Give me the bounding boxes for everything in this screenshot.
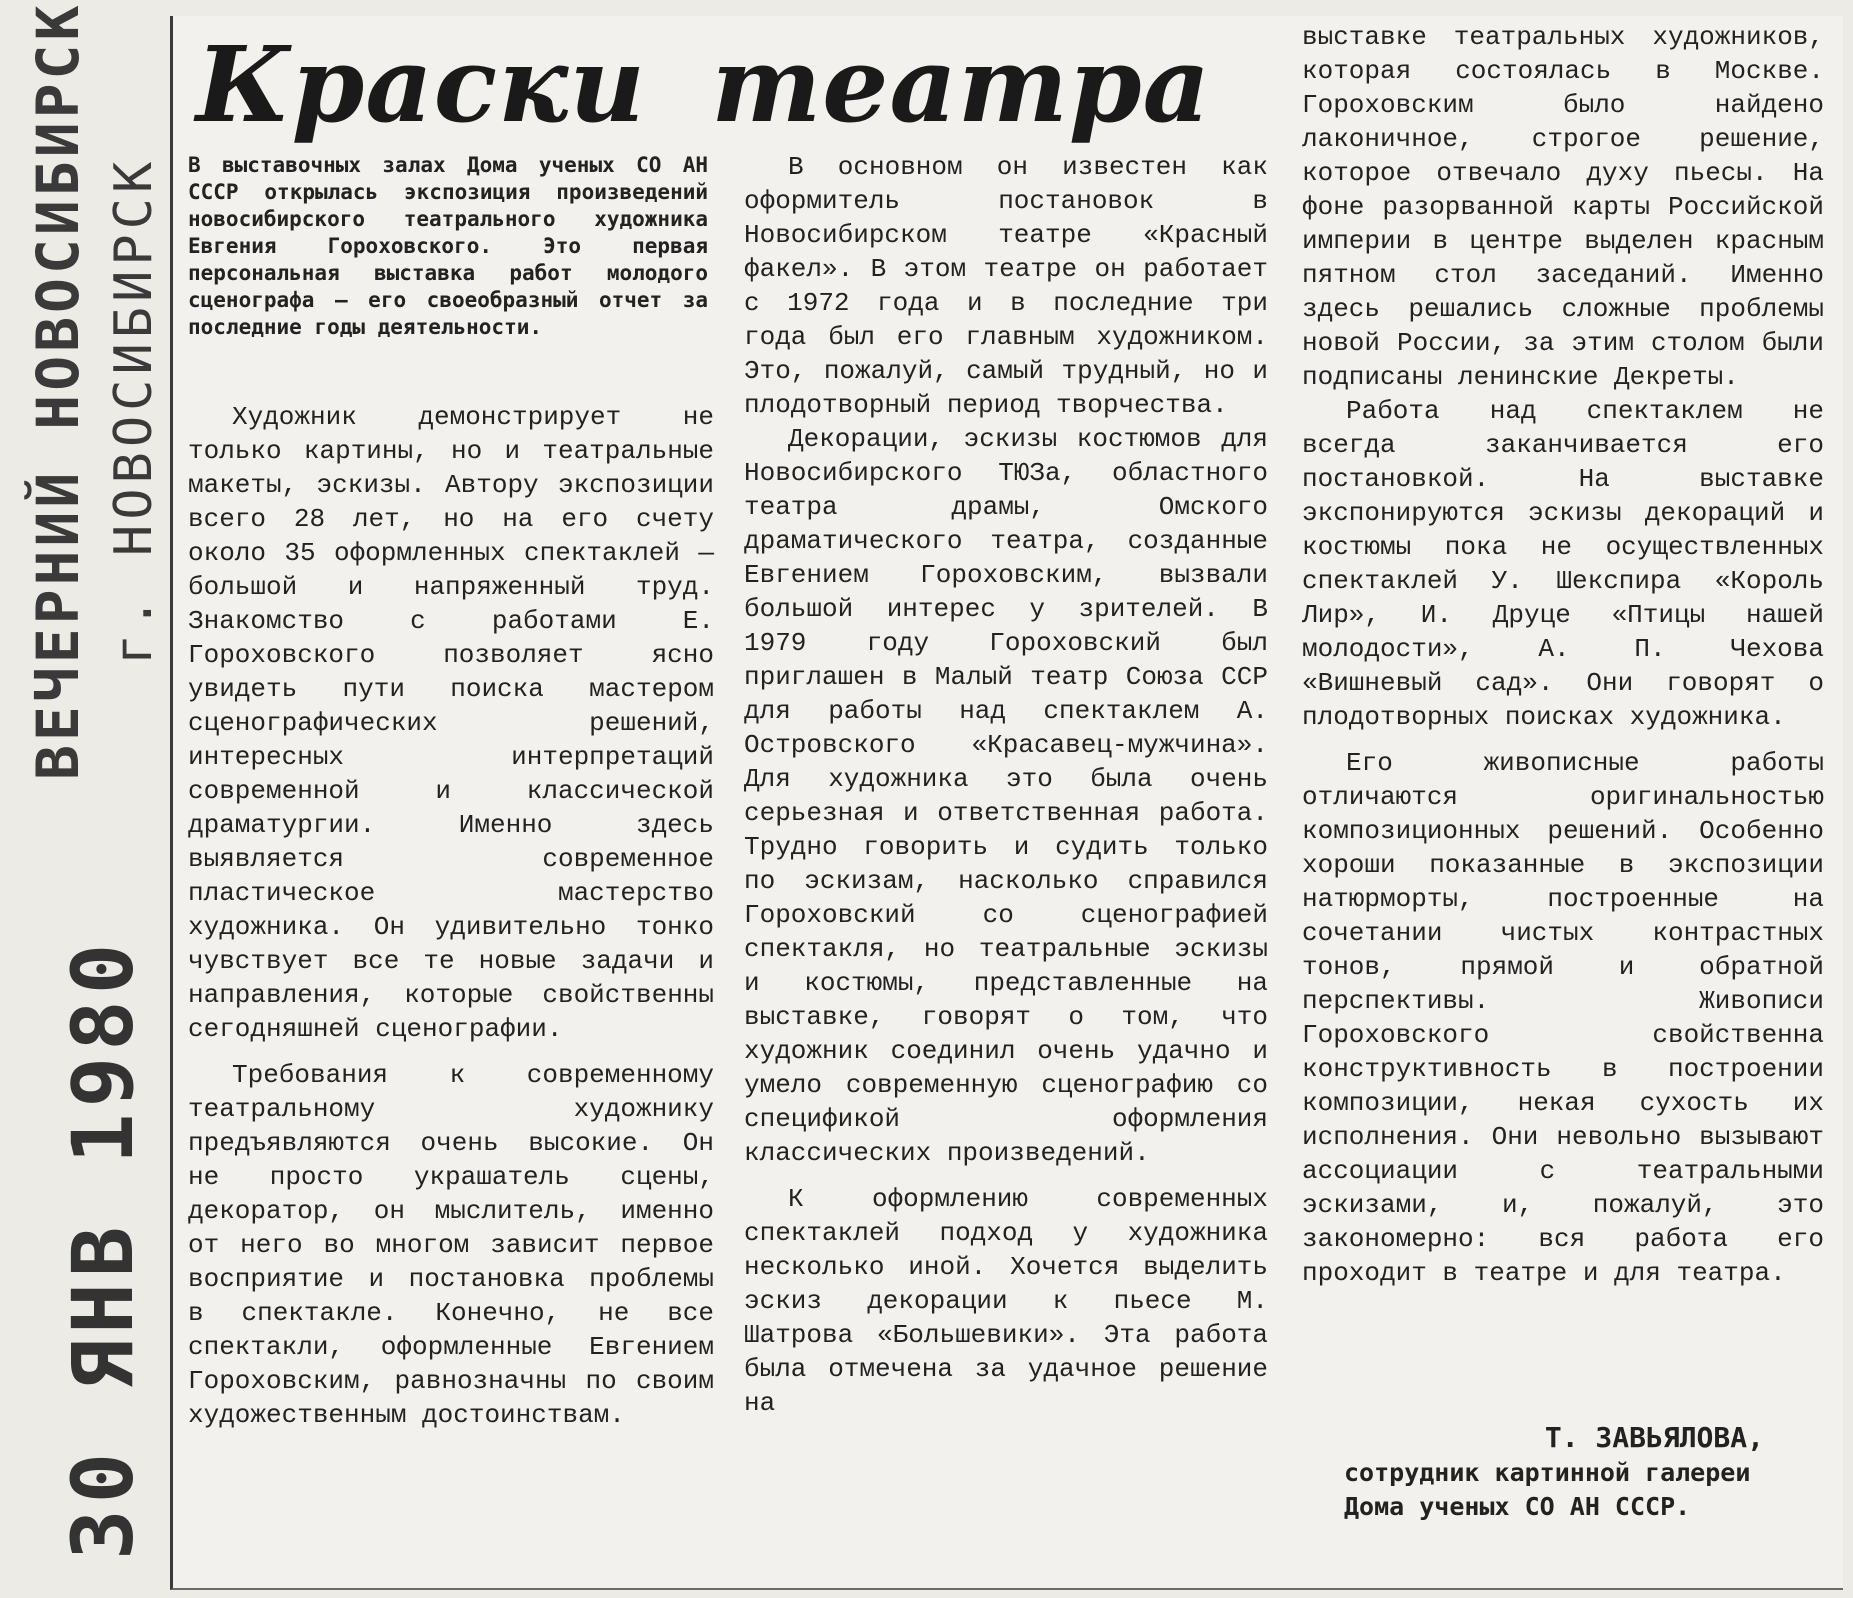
article-column-2 <box>744 150 1268 1420</box>
city-stamp: г. НОВОСИБИРСК <box>104 156 164 665</box>
column-3-paragraph: Работа над спектаклем не всегда заканчивается его постановкой. На выставке экспонируются эскизы декораций и костюмы пока не осуществленных спектаклей У. Шекспира «Король Лир», И. Друце «Птицы нашей молодости», А. П. Чехова «Вишневый сад». Они говорят о плодотворных поисках художника. <box>1302 396 1824 732</box>
column-2-paragraph: К оформлению современных спектаклей подход у художника несколько иной. Хочется выделить эскиз декорации к пьесе М. Шатрова «Большевики». Эта работа была отмечена за удачное решение на <box>744 1184 1268 1418</box>
column-1-paragraph: Требования к современному театральному художнику предъявляются очень высокие. Он не просто украшатель сцены, декоратор, он мыслитель, именно от него во многом зависит первое восприятие и постановка проблемы в спектакле. Конечно, не все спектакли, оформленные Евгением Гороховским, равнозначны по своим художественным достоинствам. <box>188 1060 714 1430</box>
article-lead: В выставочных залах Дома ученых СО АН СССР открылась экспозиция произведений новосибирского театрального художника Евгения Гороховского. Это первая персональная выставка работ молодого сценографа — его своеобразный отчет за последние годы деятельности. <box>188 153 708 339</box>
date-stamp: 30 ЯНВ 1980 <box>54 937 152 1560</box>
newspaper-name-stamp: ВЕЧЕРНИЙ НОВОСИБИРСК <box>24 1 92 780</box>
author-signature <box>1344 1420 1814 1524</box>
column-3-paragraph: Его живописные работы отличаются оригинальностью композиционных решений. Особенно хороши показанные в экспозиции натюрморты, построенные на сочетании чистых контрастных тонов, прямой и обратной перспективы. Живописи Гороховского свойственна конструктивность в построении композиции, некая сухость их исполнения. Они невольно вызывают ассоциации с театральными эскизами, и, пожалуй, это закономерно: вся работа его проходит в театре и для театра. <box>1302 748 1824 1288</box>
column-1-paragraph: Художник демонстрирует не только картины, но и театральные макеты, эскизы. Автору экспозиции всего 28 лет, но на его счету около 35 оформленных спектаклей — большой и напряженный труд. Знакомство с работами Е. Гороховского позволяет ясно увидеть пути поиска мастером сценографических решений, интересных интерпретаций современной и классической драматургии. Именно здесь выявляется современное пластическое мастерство художника. Он удивительно тонко чувствует все те новые задачи и направления, которые свойственны сегодняшней сценографии. <box>188 402 714 1044</box>
column-2-paragraph: В основном он известен как оформитель постановок в Новосибирском театре «Красный факел». В этом театре он работает с 1972 года и в последние три года был его главным художником. Это, пожалуй, самый трудный, но и плодотворный период творчества. <box>744 152 1268 420</box>
article-column-3 <box>1302 20 1824 1290</box>
article-column-1 <box>188 400 714 1432</box>
author-name: Т. ЗАВЬЯЛОВА, <box>1544 1421 1764 1454</box>
article-title: Краски театра <box>196 23 1211 146</box>
author-position: сотрудник картинной галереи Дома ученых СО АН СССР. <box>1344 1458 1751 1521</box>
column-2-paragraph: Декорации, эскизы костюмов для Новосибирского ТЮЗа, областного театра драмы, Омского драматического театра, созданные Евгением Гороховским, вызвали большой интерес у зрителей. В 1979 году Гороховский был приглашен в Малый театр Союза ССР для работы над спектаклем А. Островского «Красавец-мужчина». Для художника это была очень серьезная и ответственная работа. Трудно говорить и судить только по эскизам, насколько справился Гороховский со сценографией спектакля, но театральные эскизы и костюмы, представленные на выставке, говорят о том, что художник соединил очень удачно и умело современную сценографию со спецификой оформления классических произведений. <box>744 424 1268 1168</box>
column-3-paragraph: выставке театральных художников, которая состоялась в Москве. Гороховским было найдено лаконичное, строгое решение, которое отвечало духу пьесы. На фоне разорванной карты Российской империи в центре выделен красным пятном стол заседаний. Именно здесь решались сложные проблемы новой России, за этим столом были подписаны ленинские Декреты. <box>1302 22 1824 392</box>
